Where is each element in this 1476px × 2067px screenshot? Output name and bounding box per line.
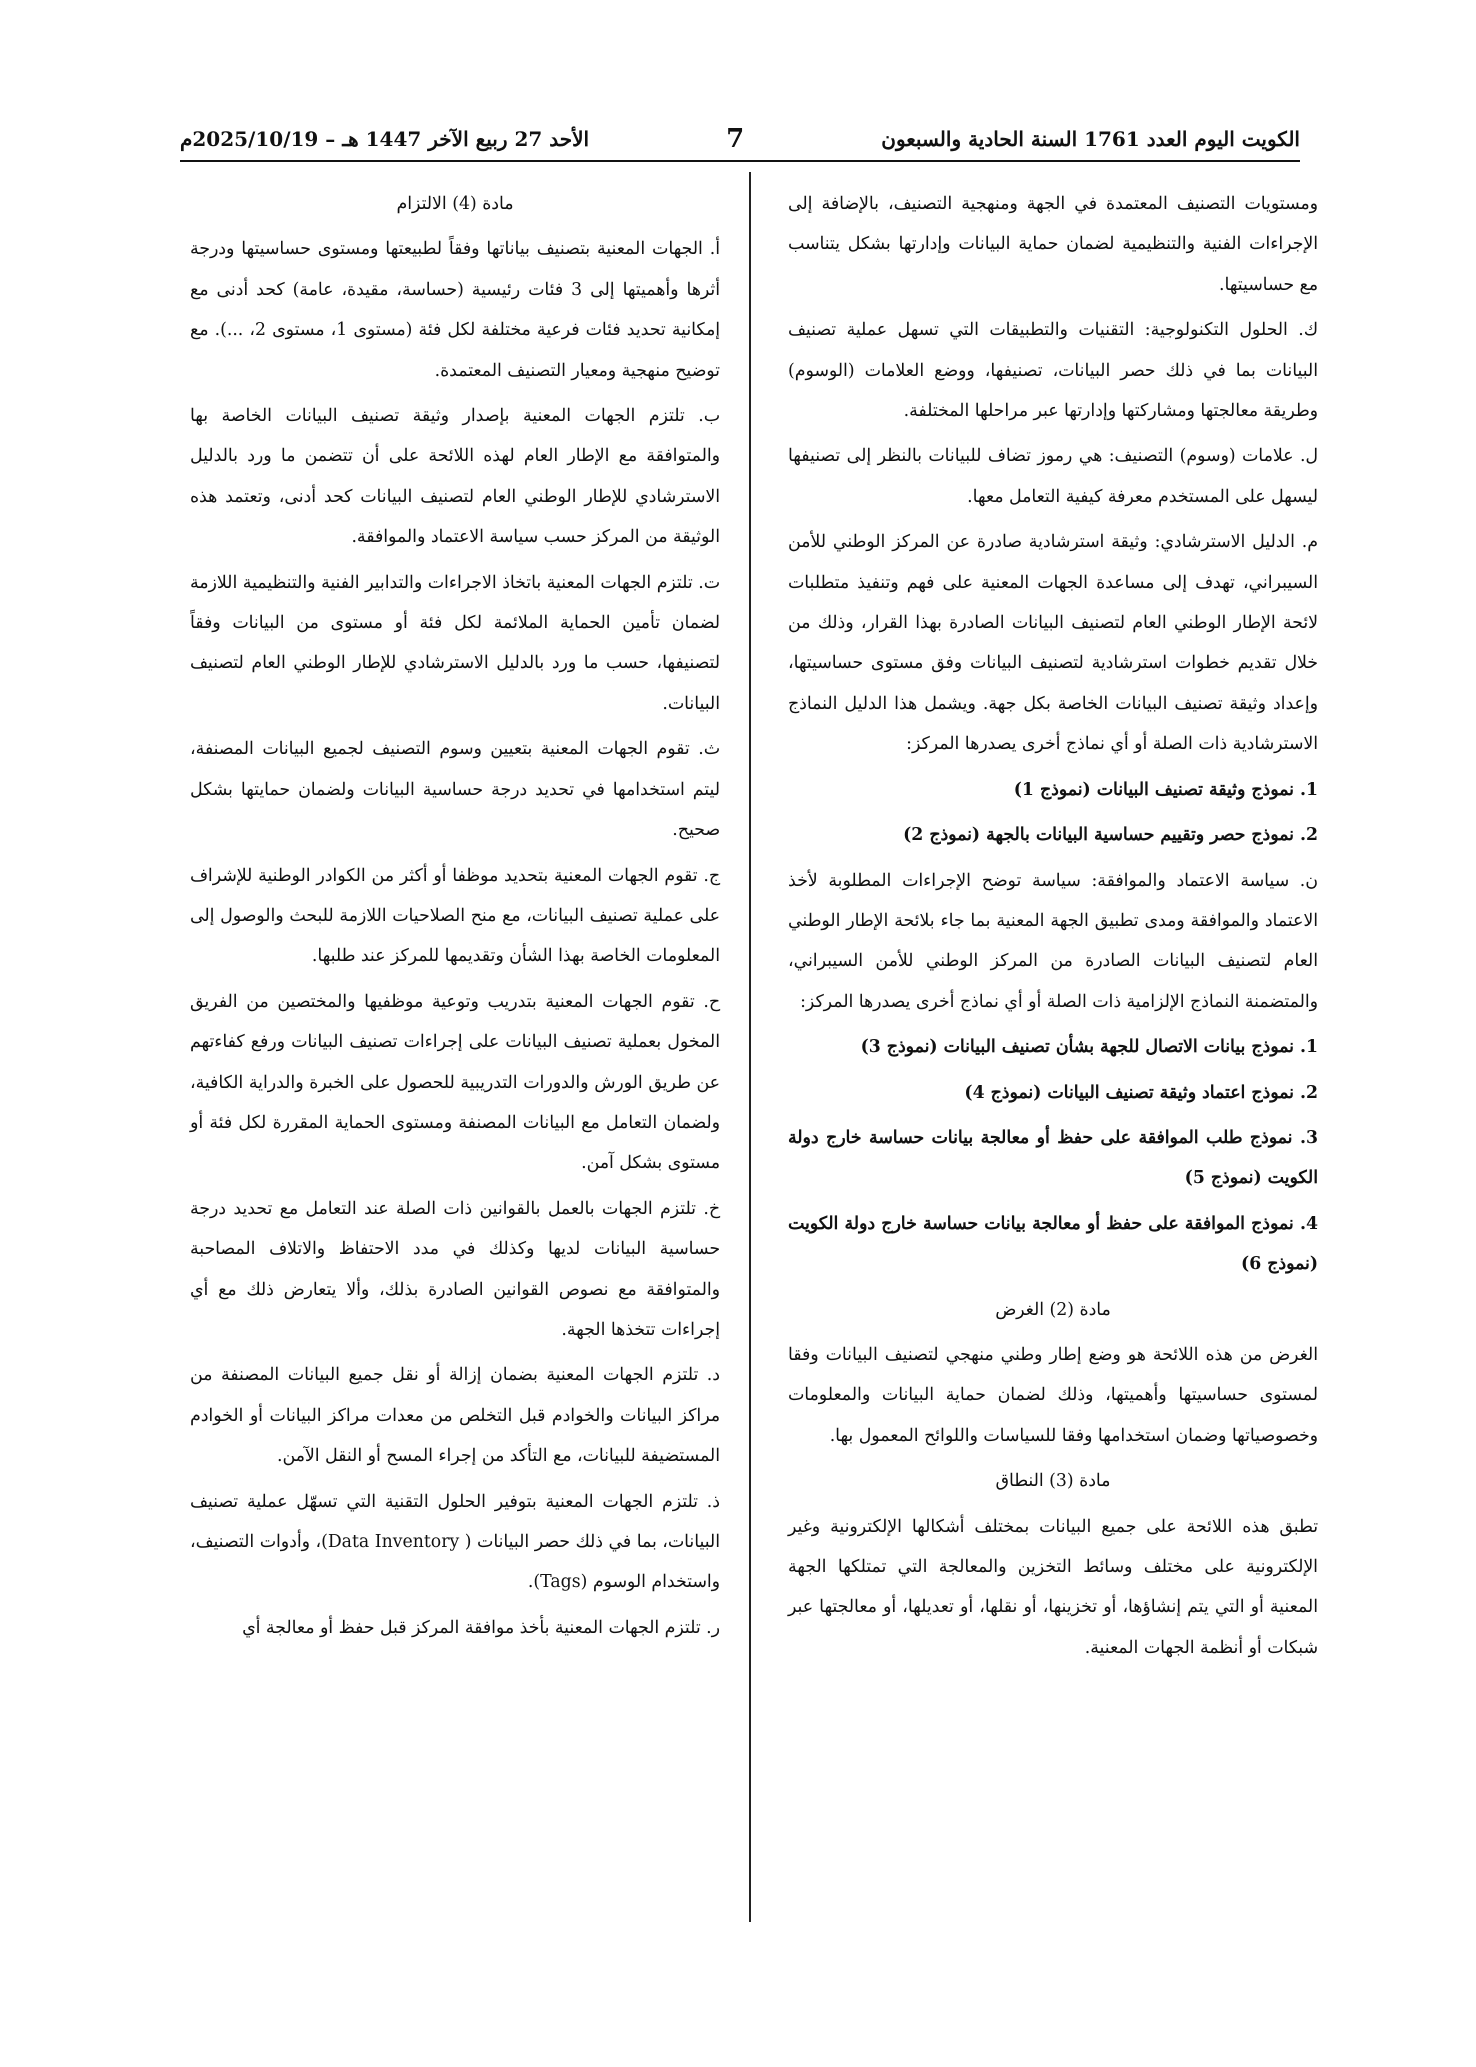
paragraph: ل. علامات (وسوم) التصنيف: هي رموز تضاف للبيانات بالنظر إلى تصنيفها ليسهل على المستخدم معرفة كيفية التعامل معها.: [788, 446, 1318, 507]
article-title: مادة (2) الغرض: [995, 1299, 1111, 1320]
paragraph: ومستويات التصنيف المعتمدة في الجهة ومنهجية التصنيف، بالإضافة إلى الإجراءات الفنية والتنظيمية لضمان حماية البيانات وإدارتها بشكل يتناسب مع حساسيتها.: [788, 194, 1318, 295]
list-item: 1. نموذج وثيقة تصنيف البيانات (نموذج 1): [1013, 779, 1318, 800]
right-column: [788, 184, 1318, 1673]
paragraph: ذ. تلتزم الجهات المعنية بتوفير الحلول التقنية التي تسهّل عملية تصنيف البيانات، بما في ذلك حصر البيانات ( Data Inventory)، وأدوات التصنيف، واستخدام الوسوم (Tags).: [190, 1491, 720, 1593]
paragraph: ج. تقوم الجهات المعنية بتحديد موظفا أو أكثر من الكوادر الوطنية للإشراف على عملية تصنيف البيانات، مع منح الصلاحيات اللازمة للبحث والوصول إلى المعلومات الخاصة بهذا الشأن وتقديمها للمركز عند طلبها.: [190, 865, 720, 967]
paragraph: ن. سياسة الاعتماد والموافقة: سياسة توضح الإجراءات المطلوبة لأخذ الاعتماد والموافقة ومدى تطبيق الجهة المعنية بما جاء بلائحة الإطار الوطني العام لتصنيف البيانات الصادرة من المركز الوطني للأمن السيبراني، والمتضمنة النماذج الإلزامية ذات الصلة أو أي نماذج أخرى يصدرها المركز:: [788, 870, 1318, 1012]
list-item: 1. نموذج بيانات الاتصال للجهة بشأن تصنيف البيانات (نموذج 3): [860, 1037, 1318, 1058]
paragraph: ك. الحلول التكنولوجية: التقنيات والتطبيقات التي تسهل عملية تصنيف البيانات بما في ذلك حصر البيانات، تصنيفها، ووضع العلامات (الوسوم) وطريقة معالجتها ومشاركتها وإدارتها عبر مراحلها المختلفة.: [788, 320, 1318, 422]
list-item: 2. نموذج اعتماد وثيقة تصنيف البيانات (نموذج 4): [964, 1082, 1318, 1103]
paragraph: م. الدليل الاسترشادي: وثيقة استرشادية صادرة عن المركز الوطني للأمن السيبراني، تهدف إلى مساعدة الجهات المعنية على فهم وتنفيذ متطلبات لائحة الإطار الوطني العام لتصنيف البيانات الصادرة بهذا القرار، وذلك من خلال تقديم خطوات استرشادية لتصنيف البيانات وفق مستوى حساسيتها، وإعداد وثيقة تصنيف البيانات الخاصة بكل جهة. ويشمل هذا الدليل النماذج الاسترشادية ذات الصلة أو أي نماذج أخرى يصدرها المركز:: [788, 532, 1318, 755]
paragraph: ب. تلتزم الجهات المعنية بإصدار وثيقة تصنيف البيانات الخاصة بها والمتوافقة مع الإطار العام لهذه اللائحة على أن تتضمن ما ورد بالدليل الاسترشادي للإطار الوطني العام لتصنيف البيانات كحد أدنى، وتعتمد هذه الوثيقة من المركز حسب سياسة الاعتماد والموافقة.: [190, 406, 720, 548]
paragraph: أ. الجهات المعنية بتصنيف بياناتها وفقاً لطبيعتها ومستوى حساسيتها ودرجة أثرها وأهميتها إلى 3 فئات رئيسية (حساسة، مقيدة، عامة) كحد أدنى مع إمكانية تحديد فئات فرعية مختلفة لكل فئة (مستوى 1، مستوى 2، ...). مع توضيح منهجية ومعيار التصنيف المعتمدة.: [190, 239, 721, 381]
paragraph: د. تلتزم الجهات المعنية بضمان إزالة أو نقل جميع البيانات المصنفة من مراكز البيانات والخوادم قبل التخلص من معدات مراكز البيانات أو الخوادم المستضيفة للبيانات، مع التأكد من إجراء المسح أو النقل الآمن.: [190, 1365, 720, 1467]
article-title: مادة (4) الالتزام: [396, 194, 514, 214]
list-item: 4. نموذج الموافقة على حفظ أو معالجة بيانات حساسة خارج دولة الكويت (نموذج 6): [788, 1213, 1318, 1275]
paragraph: الغرض من هذه اللائحة هو وضع إطار وطني منهجي لتصنيف البيانات وفقا لمستوى حساسيتها وأهميتها، وذلك لضمان حماية البيانات والمعلومات وخصوصياتها وضمان استخدامها وفقا للسياسات واللوائح المعمول بها.: [788, 1344, 1318, 1446]
header-date: الأحد 27 ربيع الآخر 1447 هـ – 2025/10/19م: [180, 127, 590, 151]
paragraph: ت. تلتزم الجهات المعنية باتخاذ الاجراءات والتدابير الفنية والتنظيمية اللازمة لضمان تأمين الحماية الملائمة لكل فئة أو مستوى من البيانات وفقاً لتصنيفها، حسب ما ورد بالدليل الاسترشادي للإطار الوطني العام لتصنيف البيانات.: [190, 572, 720, 714]
list-item: 3. نموذج طلب الموافقة على حفظ أو معالجة بيانات حساسة خارج دولة الكويت (نموذج 5): [788, 1127, 1318, 1189]
column-divider: [749, 172, 751, 1922]
paragraph: تطبق هذه اللائحة على جميع البيانات بمختلف أشكالها الإلكترونية وغير الإلكترونية على مختلف وسائط التخزين والمعالجة التي تمتلكها الجهة المعنية أو التي يتم إنشاؤها، أو تخزينها، أو نقلها، أو تعديلها، أو معالجتها عبر شبكات أو أنظمة الجهات المعنية.: [788, 1516, 1318, 1658]
page-number: 7: [726, 124, 745, 154]
paragraph: ح. تقوم الجهات المعنية بتدريب وتوعية موظفيها والمختصين من الفريق المخول بعملية تصنيف البيانات على إجراءات تصنيف البيانات ورفع كفاءتهم عن طريق الورش والدورات التدريبية للحصول على الخبرة والدراية الكافية، ولضمان التعامل مع البيانات المصنفة ومستوى الحماية المقررة لكل فئة أو مستوى بشكل آمن.: [190, 991, 720, 1174]
paragraph: ث. تقوم الجهات المعنية بتعيين وسوم التصنيف لجميع البيانات المصنفة، ليتم استخدامها في تحديد درجة حساسية البيانات ولضمان حمايتها بشكل صحيح.: [190, 739, 720, 841]
header-issue-info: الكويت اليوم العدد 1761 السنة الحادية والسبعون: [881, 127, 1300, 151]
left-column: [190, 184, 720, 1653]
paragraph: خ. تلتزم الجهات بالعمل بالقوانين ذات الصلة عند التعامل مع تحديد درجة حساسية البيانات لديها وكذلك في مدد الاحتفاظ والاتلاف المصاحبة والمتوافقة مع نصوص القوانين الصادرة بذلك، وألا يتعارض ذلك مع أي إجراءات تتخذها الجهة.: [190, 1198, 720, 1340]
paragraph: ر. تلتزم الجهات المعنية بأخذ موافقة المركز قبل حفظ أو معالجة أي: [242, 1617, 720, 1638]
article-title: مادة (3) النطاق: [995, 1471, 1111, 1492]
page-header: [180, 118, 1300, 162]
list-item: 2. نموذج حصر وتقييم حساسية البيانات بالجهة (نموذج 2): [903, 825, 1318, 846]
